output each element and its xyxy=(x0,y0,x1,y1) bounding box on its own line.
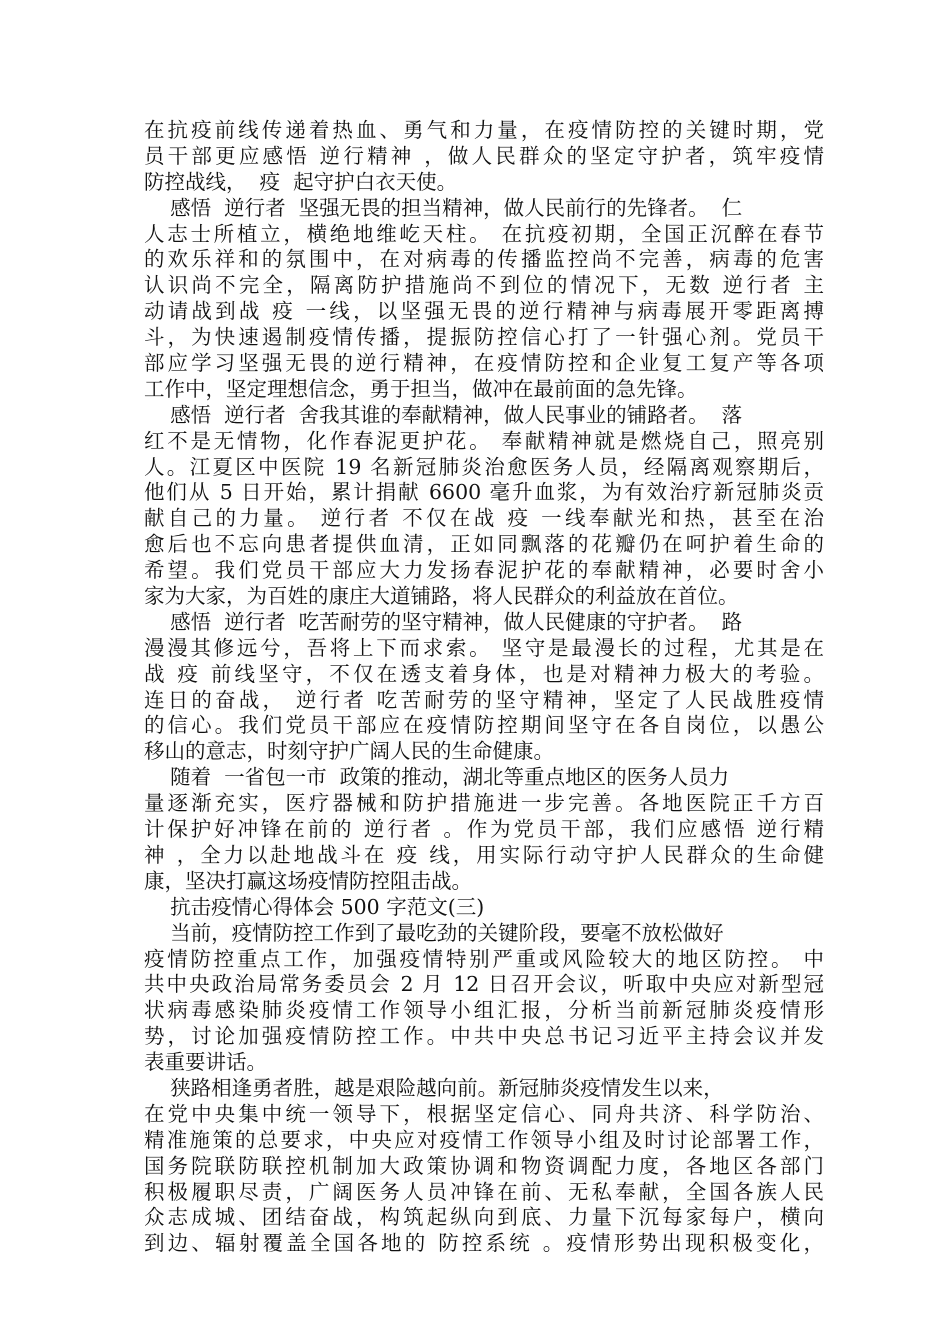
text-line: 红不是无情物，化作春泥更护花。 奉献精神就是燃烧自己，照亮别 xyxy=(144,428,824,453)
text-line: 量逐渐充实，医疗器械和防护措施进一步完善。各地医院正千方百 xyxy=(144,791,824,816)
text-line: 在抗疫前线传递着热血、勇气和力量，在疫情防控的关键时期，党 xyxy=(144,118,824,142)
text-line: 状病毒感染肺炎疫情工作领导小组汇报，分析当前新冠肺炎疫情形 xyxy=(144,998,824,1023)
text-line: 感悟 逆行者 舍我其谁的奉献精神，做人民事业的铺路者。 落 xyxy=(144,402,743,427)
text-line: 认识尚不完全，隔离防护措施尚不到位的情况下，无数 逆行者 主 xyxy=(144,273,824,298)
text-line: 计保护好冲锋在前的 逆行者 。作为党员干部，我们应感悟 逆行精 xyxy=(144,817,824,842)
text-line: 随着 一省包一市 政策的推动，湖北等重点地区的医务人员力 xyxy=(144,765,730,790)
text-line: 斗，为快速遏制疫情传播，提振防控信心打了一针强心剂。党员干 xyxy=(144,325,824,350)
text-line: 员干部更应感悟 逆行精神 ，做人民群众的坚定守护者，筑牢疫情 xyxy=(144,143,824,168)
text-line: 动请战到战 疫 一线，以坚强无畏的逆行精神与病毒展开零距离搏 xyxy=(144,299,824,324)
text-line: 积极履职尽责，广阔医务人员冲锋在前、无私奉献，全国各族人民 xyxy=(144,1179,824,1204)
section-heading: 抗击疫情心得体会 500 字范文(三) xyxy=(144,894,485,919)
text-line: 愈后也不忘向患者提供血清，正如同飘落的花瓣仍在呵护着生命的 xyxy=(144,532,824,557)
text-line: 献自己的力量。 逆行者 不仅在战 疫 一线奉献光和热，甚至在治 xyxy=(144,506,824,531)
text-line: 康，坚决打赢这场疫情防控阻击战。 xyxy=(144,868,472,893)
text-line: 战 疫 前线坚守，不仅在透支着身体，也是对精神力极大的考验。 xyxy=(144,661,824,686)
text-line: 神 ，全力以赴地战斗在 疫 线，用实际行动守护人民群众的生命健 xyxy=(144,842,824,867)
text-line: 国务院联防联控机制加大政策协调和物资调配力度，各地区各部门 xyxy=(144,1153,824,1178)
text-line: 狭路相逢勇者胜，越是艰险越向前。新冠肺炎疫情发生以来， xyxy=(144,1075,724,1100)
text-line: 移山的意志，时刻守护广阔人民的生命健康。 xyxy=(144,739,554,764)
text-line: 共中央政治局常务委员会 2 月 12 日召开会议，听取中央应对新型冠 xyxy=(144,972,824,997)
text-line: 精准施策的总要求，中央应对疫情工作领导小组及时讨论部署工作， xyxy=(144,1127,824,1152)
text-line: 他们从 5 日开始，累计捐献 6600 毫升血浆，为有效治疗新冠肺炎贡 xyxy=(144,480,824,505)
text-line: 的欢乐祥和的氛围中，在对病毒的传播监控尚不完善，病毒的危害 xyxy=(144,247,824,272)
text-line: 疫情防控重点工作，加强疫情特别严重或风险较大的地区防控。 中 xyxy=(144,946,824,971)
text-line: 家为大家，为百姓的康庄大道铺路，将人民群众的利益放在首位。 xyxy=(144,584,739,609)
text-line: 人志士所植立，横绝地维屹天柱。 在抗疫初期，全国正沉醉在春节 xyxy=(144,221,824,246)
text-line: 防控战线， 疫 起守护白衣天使。 xyxy=(144,169,458,194)
text-line: 的信心。我们党员干部应在疫情防控期间坚守在各自岗位，以愚公 xyxy=(144,713,824,738)
text-line: 到边、辐射覆盖全国各地的 防控系统 。疫情形势出现积极变化， xyxy=(144,1231,824,1256)
text-line: 众志成城、团结奋战，构筑起纵向到底、力量下沉每家每户，横向 xyxy=(144,1205,824,1230)
text-line: 当前，疫情防控工作到了最吃劲的关键阶段，要毫不放松做好 xyxy=(144,920,724,945)
body-text xyxy=(144,118,824,1257)
text-line: 漫漫其修远兮，吾将上下而求索。 坚守是最漫长的过程，尤其是在 xyxy=(144,635,824,660)
text-line: 部应学习坚强无畏的逆行精神，在疫情防控和企业复工复产等各项 xyxy=(144,351,824,376)
text-line: 感悟 逆行者 坚强无畏的担当精神，做人民前行的先锋者。 仁 xyxy=(144,195,743,220)
text-line: 势，讨论加强疫情防控工作。中共中央总书记习近平主持会议并发 xyxy=(144,1024,824,1049)
text-line: 连日的奋战， 逆行者 吃苦耐劳的坚守精神，坚定了人民战胜疫情 xyxy=(144,687,824,712)
text-line: 希望。我们党员干部应大力发扬春泥护花的奉献精神，必要时舍小 xyxy=(144,558,824,583)
text-line: 人。江夏区中医院 19 名新冠肺炎治愈医务人员，经隔离观察期后， xyxy=(144,454,824,479)
text-line: 表重要讲话。 xyxy=(144,1050,267,1075)
text-line: 感悟 逆行者 吃苦耐劳的坚守精神，做人民健康的守护者。 路 xyxy=(144,609,743,634)
text-line: 在党中央集中统一领导下，根据坚定信心、同舟共济、科学防治、 xyxy=(144,1101,824,1126)
text-line: 工作中，坚定理想信念，勇于担当，做冲在最前面的急先锋。 xyxy=(144,376,698,401)
